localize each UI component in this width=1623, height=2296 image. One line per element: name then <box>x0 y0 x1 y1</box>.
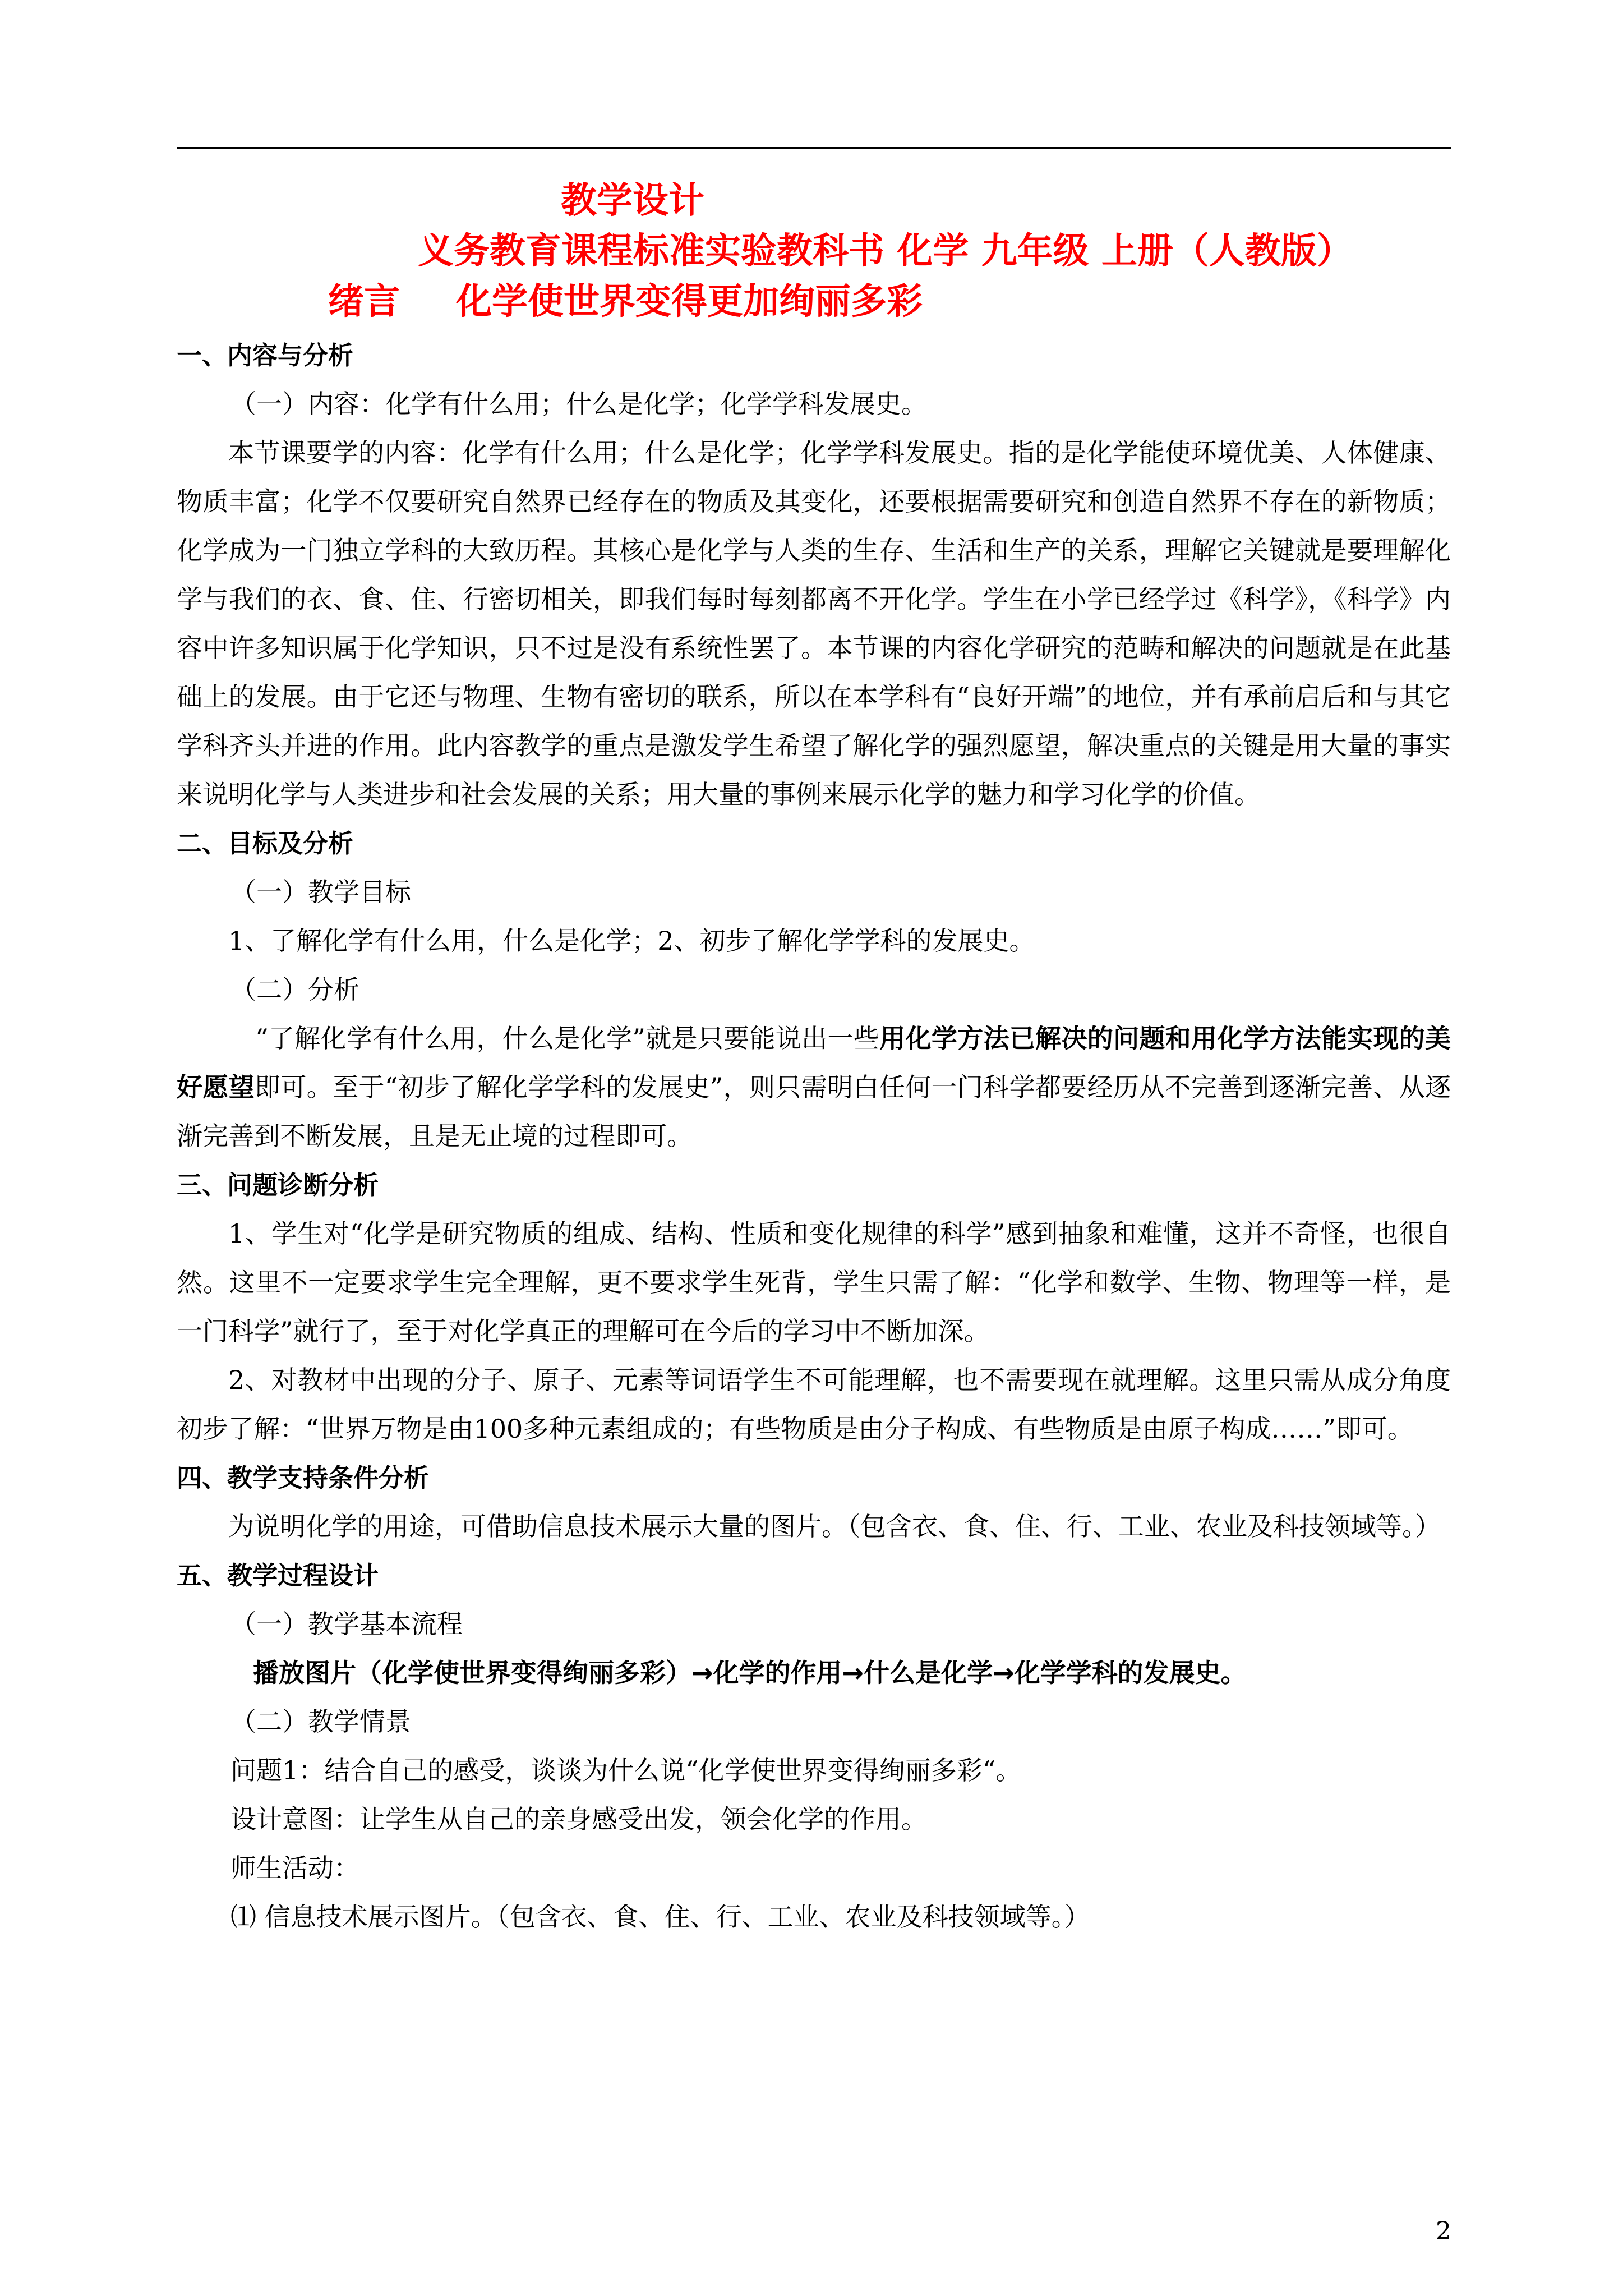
doc-title: 教学设计 <box>561 180 704 222</box>
sec4-paragraph: 为说明化学的用途，可借助信息技术展示大量的图片。（包含衣、食、住、行、工业、农业及科技领域等。） <box>228 1511 1441 1542</box>
sec1-content-line: （一）内容：化学有什么用；什么是化学；化学学科发展史。 <box>230 389 927 419</box>
page-number: 2 <box>1436 2217 1451 2246</box>
sec2-goals: 1、了解化学有什么用，什么是化学；2、初步了解化学学科的发展史。 <box>228 926 1035 956</box>
sec2-analysis-text-b: 即可。至于“初步了解化学学科的发展史”，则只需明白任何一门科学都要经历从不完善到逐渐完善、从逐渐完善到不断发展，且是无止境的过程即可。 <box>177 1072 1451 1151</box>
sec5-design-intent: 设计意图：让学生从自己的亲身感受出发，领会化学的作用。 <box>230 1804 927 1834</box>
section-heading-3: 三、问题诊断分析 <box>177 1170 379 1200</box>
sec2-analysis-paragraph <box>177 1014 1451 1161</box>
sec5-subheading-flow: （一）教学基本流程 <box>230 1609 463 1639</box>
section-heading-2: 二、目标及分析 <box>177 829 354 858</box>
sec1-paragraph: 本节课要学的内容：化学有什么用；什么是化学；化学学科发展史。指的是化学能使环境优美、人体健康、物质丰富；化学不仅要研究自然界已经存在的物质及其变化，还要根据需要研究和创造自然界不存在的新物质；化学成为一门独立学科的大致历程。其核心是化学与人类的生存、生活和生产的关系，理解它关键就是要理解化学与我们的衣、食、住、行密切相关，即我们每时每刻都离不开化学。学生在小学已经学过《科学》，《科学》内容中许多知识属于化学知识，只不过是没有系统性罢了。本节课的内容化学研究的范畴和解决的问题就是在此基础上的发展。由于它还与物理、生物有密切的联系，所以在本学科有“良好开端”的地位，并有承前启后和与其它学科齐头并进的作用。此内容教学的重点是激发学生希望了解化学的强烈愿望，解决重点的关键是用大量的事实来说明化学与人类进步和社会发展的关系；用大量的事例来展示化学的魅力和学习化学的价值。 <box>177 438 1451 809</box>
lesson-title <box>328 279 923 324</box>
section-heading-5: 五、教学过程设计 <box>177 1561 379 1590</box>
sec5-subheading-scene: （二）教学情景 <box>230 1706 411 1737</box>
sec5-activity-label: 师生活动： <box>230 1853 359 1883</box>
section-heading-4: 四、教学支持条件分析 <box>177 1463 430 1493</box>
document-body <box>177 331 1451 1941</box>
lesson-title-text: 化学使世界变得更加绚丽多彩 <box>456 281 923 323</box>
sec5-step-1: ⑴ 信息技术展示图片。（包含衣、食、住、行、工业、农业及科技领域等。） <box>230 1902 1090 1932</box>
doc-subtitle: 义务教育课程标准实验教科书 化学 九年级 上册（人教版） <box>418 231 1353 272</box>
sec3-paragraph-1: 1、学生对“化学是研究物质的组成、结构、性质和变化规律的科学”感到抽象和难懂，这并不奇怪，也很自然。这里不一定要求学生完全理解，更不要求学生死背，学生只需了解：“化学和数学、生物、物理等一样，是一门科学”就行了，至于对化学真正的理解可在今后的学习中不断加深。 <box>177 1218 1451 1346</box>
sec2-analysis-text-a: “了解化学有什么用，什么是化学”就是只要能说出一些 <box>255 1023 880 1053</box>
section-heading-1: 一、内容与分析 <box>177 341 354 370</box>
sec3-paragraph-2: 2、对教材中出现的分子、原子、元素等词语学生不可能理解，也不需要现在就理解。这里只需从成分角度初步了解：“世界万物是由100多种元素组成的；有些物质是由分子构成、有些物质是由原子构成……”即可。 <box>177 1365 1451 1444</box>
header-rule <box>177 147 1451 149</box>
sec2-subheading-analysis: （二）分析 <box>230 974 359 1005</box>
sec2-analysis-bold: 用化学方法已解决的问题和用化学方法能实现的美好愿望 <box>177 1023 1451 1102</box>
sec5-flow: 播放图片（化学使世界变得绚丽多彩）→化学的作用→什么是化学→化学学科的发展史。 <box>253 1658 1247 1688</box>
sec5-question-1: 问题1：结合自己的感受，谈谈为什么说“化学使世界变得绚丽多彩“。 <box>230 1755 1022 1786</box>
lesson-title-prefix: 绪言 <box>328 281 400 323</box>
sec2-subheading-goals: （一）教学目标 <box>230 877 411 907</box>
